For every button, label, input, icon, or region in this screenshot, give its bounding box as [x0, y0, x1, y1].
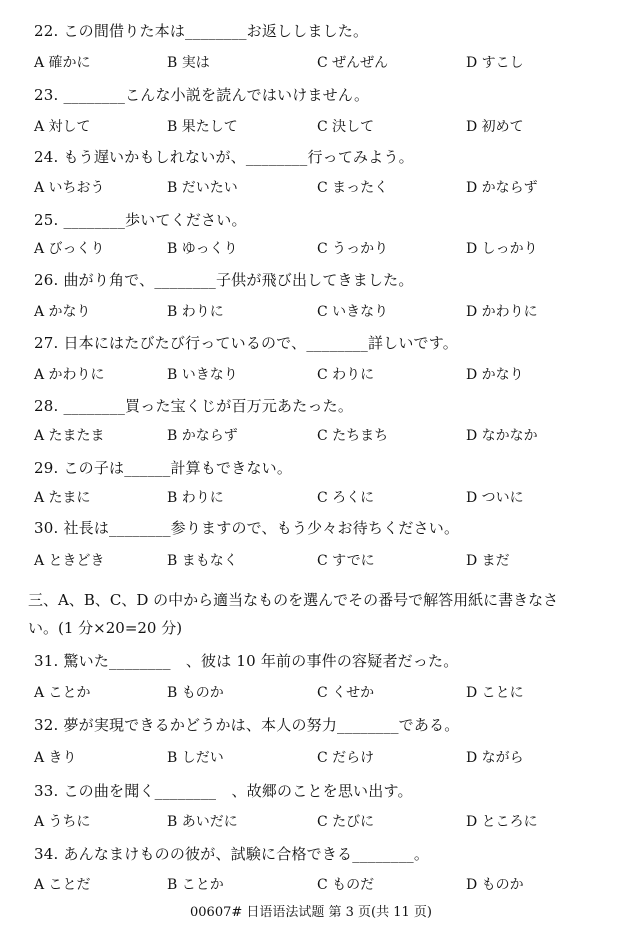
question-number: 27. [34, 334, 59, 352]
option-b: B かならず [167, 428, 238, 444]
question-34 [34, 844, 614, 864]
option-b: B わりに [167, 304, 224, 320]
option-b: B あいだに [167, 814, 238, 830]
option-b: B わりに [167, 490, 224, 506]
question-28 [34, 396, 614, 416]
option-c: C 決して [317, 119, 375, 135]
option-b: B まもなく [167, 553, 238, 569]
option-a: A かなり [34, 304, 91, 320]
option-d: D なかなか [466, 428, 538, 444]
question-stem: 驚いた________ 、彼は 10 年前の事件の容疑者だった。 [63, 652, 459, 670]
question-stem: あんなまけものの彼が、試験に合格できる________。 [63, 845, 430, 863]
section-3-instructions [28, 586, 606, 642]
question-30 [34, 518, 614, 538]
option-b: B ものか [167, 685, 224, 701]
question-29 [34, 458, 614, 478]
option-d: D 初めて [466, 119, 524, 135]
option-d: D ことに [466, 685, 524, 701]
option-b: B しだい [167, 750, 224, 766]
question-23 [34, 85, 614, 105]
question-number: 28. [34, 397, 59, 415]
question-number: 32. [34, 716, 59, 734]
question-31 [34, 651, 614, 671]
option-d: D ついに [466, 490, 524, 506]
option-d: D すこし [466, 55, 524, 71]
question-number: 26. [34, 271, 59, 289]
option-b: B 実は [167, 55, 210, 71]
option-a: A きり [34, 750, 77, 766]
question-24 [34, 147, 614, 167]
question-number: 24. [34, 148, 59, 166]
option-b: B いきなり [167, 367, 238, 383]
question-number: 25. [34, 211, 59, 229]
question-26 [34, 270, 614, 290]
option-a: A びっくり [34, 241, 105, 257]
option-a: A たまたま [34, 428, 105, 444]
option-c: C たちまち [317, 428, 389, 444]
question-number: 29. [34, 459, 59, 477]
question-number: 31. [34, 652, 59, 670]
question-stem: この曲を聞く________ 、故郷のことを思い出す。 [63, 782, 413, 800]
option-b: B ゆっくり [167, 241, 238, 257]
option-c: C いきなり [317, 304, 389, 320]
option-d: D ところに [466, 814, 538, 830]
question-number: 30. [34, 519, 59, 537]
option-c: C わりに [317, 367, 375, 383]
question-stem: ________こんな小説を読んではいけません。 [63, 86, 370, 104]
question-25 [34, 210, 614, 230]
option-d: D かなり [466, 367, 524, 383]
page-footer: 00607# 日语语法试题 第 3 页(共 11 页) [190, 905, 432, 920]
option-a: A 確かに [34, 55, 91, 71]
option-b: B だいたい [167, 180, 238, 196]
question-stem: この子は______計算もできない。 [63, 459, 293, 477]
question-stem: もう遅いかもしれないが、________行ってみよう。 [63, 148, 414, 166]
option-d: D しっかり [466, 241, 538, 257]
option-d: D かわりに [466, 304, 538, 320]
option-c: C うっかり [317, 241, 389, 257]
question-27 [34, 333, 614, 353]
question-number: 34. [34, 845, 59, 863]
question-stem: 社長は________参りますので、もう少々お待ちください。 [63, 519, 460, 537]
option-c: C くせか [317, 685, 375, 701]
option-d: D かならず [466, 180, 538, 196]
option-a: A たまに [34, 490, 91, 506]
option-d: D ながら [466, 750, 524, 766]
question-stem: 曲がり角で、________子供が飛び出してきました。 [63, 271, 414, 289]
section-3-line-2: い。(1 分×20=20 分) [28, 619, 183, 637]
question-stem: この間借りた本は________お返ししました。 [63, 22, 369, 40]
option-c: C すでに [317, 553, 375, 569]
option-b: B ことか [167, 877, 224, 893]
question-number: 22. [34, 22, 59, 40]
option-a: A ことか [34, 685, 91, 701]
option-a: A ときどき [34, 553, 105, 569]
option-a: A ことだ [34, 877, 91, 893]
question-stem: ________買った宝くじが百万元あたった。 [63, 397, 354, 415]
option-b: B 果たして [167, 119, 238, 135]
option-c: C ものだ [317, 877, 375, 893]
question-number: 33. [34, 782, 59, 800]
option-c: C ろくに [317, 490, 375, 506]
option-c: C まったく [317, 180, 389, 196]
section-3-line-1: 三、A、B、C、D の中から適当なものを選んでその番号で解答用紙に書きなさ [28, 591, 559, 609]
question-number: 23. [34, 86, 59, 104]
option-a: A うちに [34, 814, 91, 830]
question-stem: ________歩いてください。 [63, 211, 247, 229]
question-22 [34, 21, 614, 41]
question-33 [34, 781, 614, 801]
question-stem: 日本にはたびたび行っているので、________詳しいです。 [63, 334, 458, 352]
option-d: D ものか [466, 877, 524, 893]
question-stem: 夢が実現できるかどうかは、本人の努力________である。 [63, 716, 460, 734]
option-a: A 対して [34, 119, 91, 135]
option-d: D まだ [466, 553, 510, 569]
option-c: C だらけ [317, 750, 375, 766]
option-c: C たびに [317, 814, 375, 830]
option-c: C ぜんぜん [317, 55, 389, 71]
question-32 [34, 715, 614, 735]
option-a: A いちおう [34, 180, 105, 196]
option-a: A かわりに [34, 367, 105, 383]
